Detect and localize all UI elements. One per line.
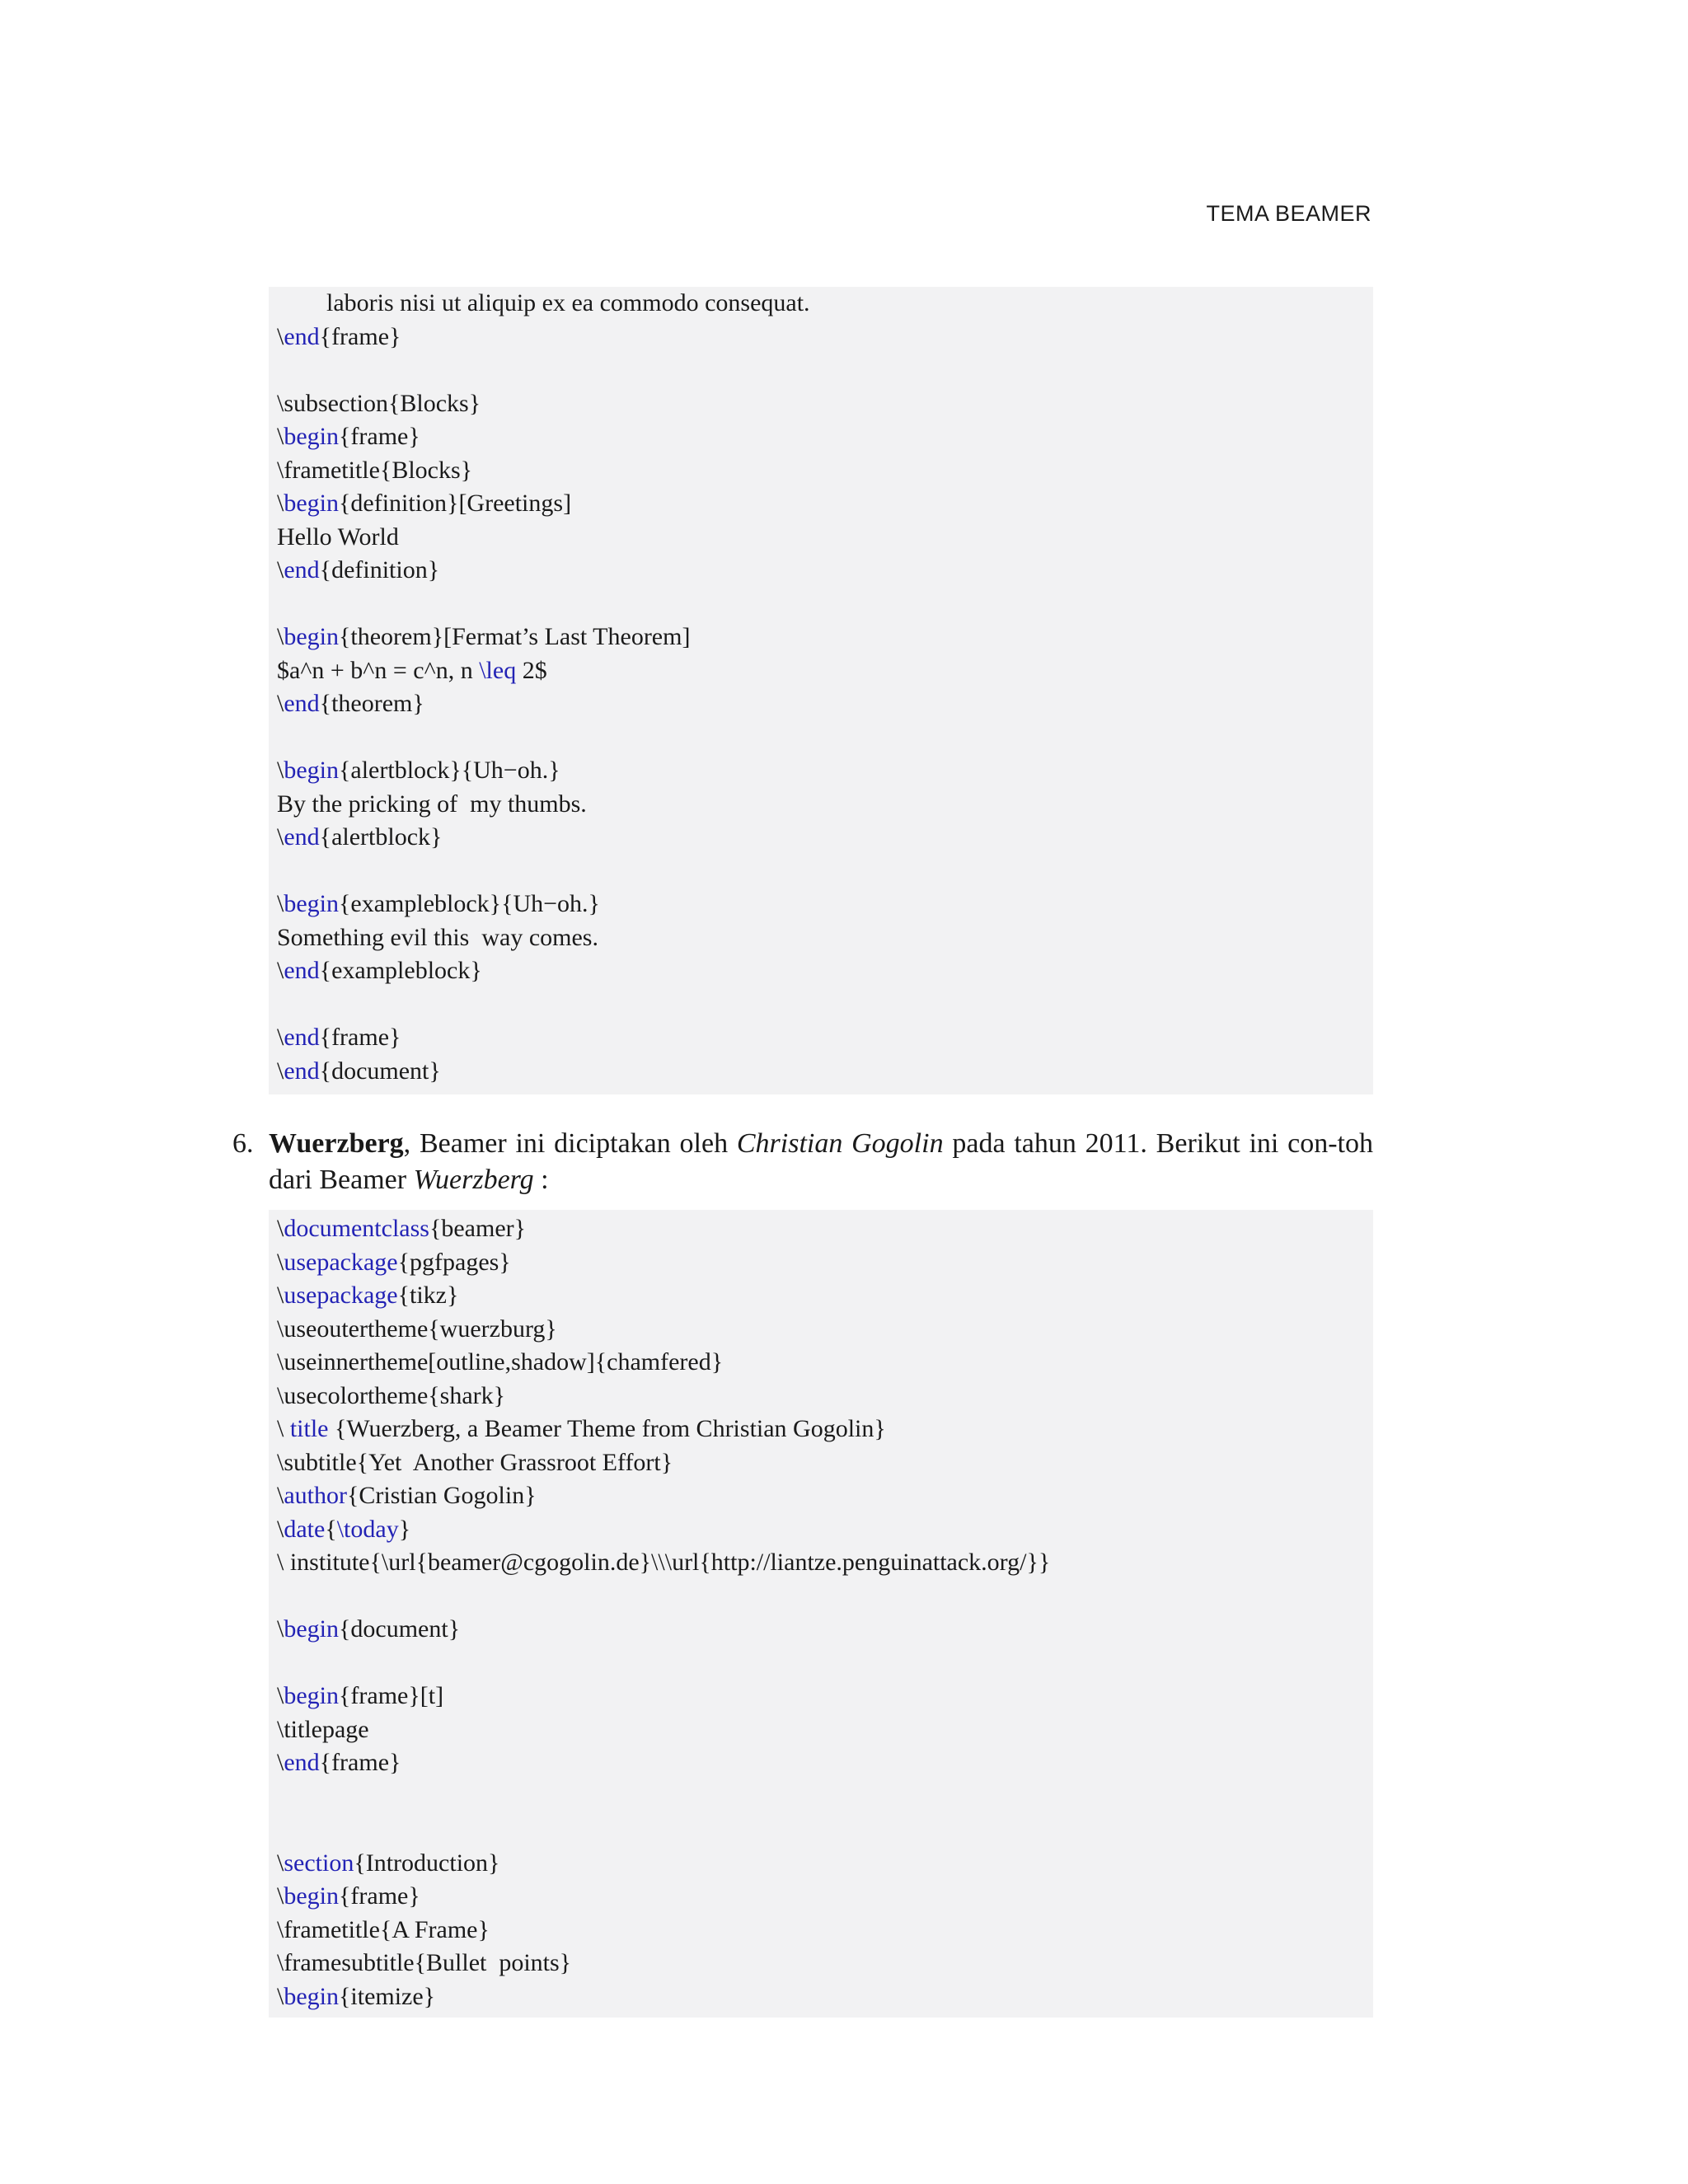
code-listing-1	[269, 287, 1373, 1094]
code-line: \usecolortheme{shark}	[277, 1381, 506, 1409]
code-line: \section{Introduction}	[277, 1849, 500, 1877]
code-line: \begin{definition}[Greetings]	[277, 490, 572, 517]
code-line: \begin{document}	[277, 1615, 461, 1643]
code-line	[277, 855, 1373, 888]
code-line: \frametitle{Blocks}	[277, 456, 473, 484]
code-line	[277, 988, 1373, 1022]
theme-name: Wuerzberg	[269, 1128, 404, 1159]
code-line: \end{theorem}	[277, 690, 424, 717]
code-line: \documentclass{beamer}	[277, 1215, 527, 1242]
code-line: By the pricking of my thumbs.	[277, 790, 587, 818]
running-header: TEMA BEAMER	[1206, 201, 1372, 226]
code-line: \end{frame}	[277, 1749, 401, 1776]
code-line: \titlepage	[277, 1715, 369, 1743]
code-line: \end{frame}	[277, 322, 401, 350]
code-line: \useinnertheme[outline,shadow]{chamfered}	[277, 1348, 724, 1376]
list-item-number: 6.	[232, 1128, 254, 1159]
code-line: Something evil this way comes.	[277, 923, 598, 951]
code-line	[277, 721, 1373, 755]
code-line: \framesubtitle{Bullet points}	[277, 1949, 572, 1976]
code-line	[277, 588, 1373, 621]
code-line: \begin{exampleblock}{Uh−oh.}	[277, 890, 600, 917]
code-line: \end{definition}	[277, 556, 440, 583]
code-line: \ institute{\url{beamer@cgogolin.de}\\\url{http://liantze.penguinattack.org/}}	[277, 1549, 1051, 1576]
code-line: \subsection{Blocks}	[277, 389, 481, 417]
list-item-text: Wuerzberg, Beamer ini diciptakan oleh Christian Gogolin pada tahun 2011. Berikut ini con-toh dari Beamer Wuerzberg :	[269, 1128, 1373, 1195]
code-line: \usepackage{pgfpages}	[277, 1248, 511, 1276]
code-line: \begin{itemize}	[277, 1982, 436, 2010]
code-line: \useoutertheme{wuerzburg}	[277, 1315, 557, 1343]
code-line: \usepackage{tikz}	[277, 1282, 459, 1309]
code-line: \subtitle{Yet Another Grassroot Effort}	[277, 1448, 673, 1476]
code-line: \ title {Wuerzberg, a Beamer Theme from Christian Gogolin}	[277, 1415, 886, 1442]
code-line: laboris nisi ut aliquip ex ea commodo consequat.	[277, 289, 810, 316]
code-listing-2	[269, 1210, 1373, 2018]
code-line: \begin{frame}[t]	[277, 1682, 444, 1709]
code-line: \begin{alertblock}{Uh−oh.}	[277, 757, 560, 784]
code-line: \begin{frame}	[277, 1882, 420, 1910]
code-line: \end{alertblock}	[277, 823, 443, 851]
code-line: Hello World	[277, 523, 399, 551]
code-line: \frametitle{A Frame}	[277, 1915, 490, 1943]
list-item-6	[232, 1126, 1373, 1198]
code-line: \end{exampleblock}	[277, 957, 482, 984]
code-line	[277, 354, 1373, 387]
creator-name: Christian Gogolin	[736, 1128, 944, 1159]
beamer-name: Wuerzberg	[413, 1165, 534, 1195]
code-line: \date{\today}	[277, 1515, 411, 1543]
code-line: \begin{frame}	[277, 423, 420, 450]
code-line	[277, 1780, 1373, 1814]
code-line	[277, 1813, 1373, 1847]
code-line	[277, 1580, 1373, 1614]
code-line: \end{document}	[277, 1057, 441, 1085]
code-line: $a^n + b^n = c^n, n \leq 2$	[277, 656, 547, 684]
code-line	[277, 1647, 1373, 1680]
code-line: \end{frame}	[277, 1024, 401, 1051]
code-line: \author{Cristian Gogolin}	[277, 1482, 537, 1509]
code-line: \begin{theorem}[Fermat’s Last Theorem]	[277, 623, 691, 650]
